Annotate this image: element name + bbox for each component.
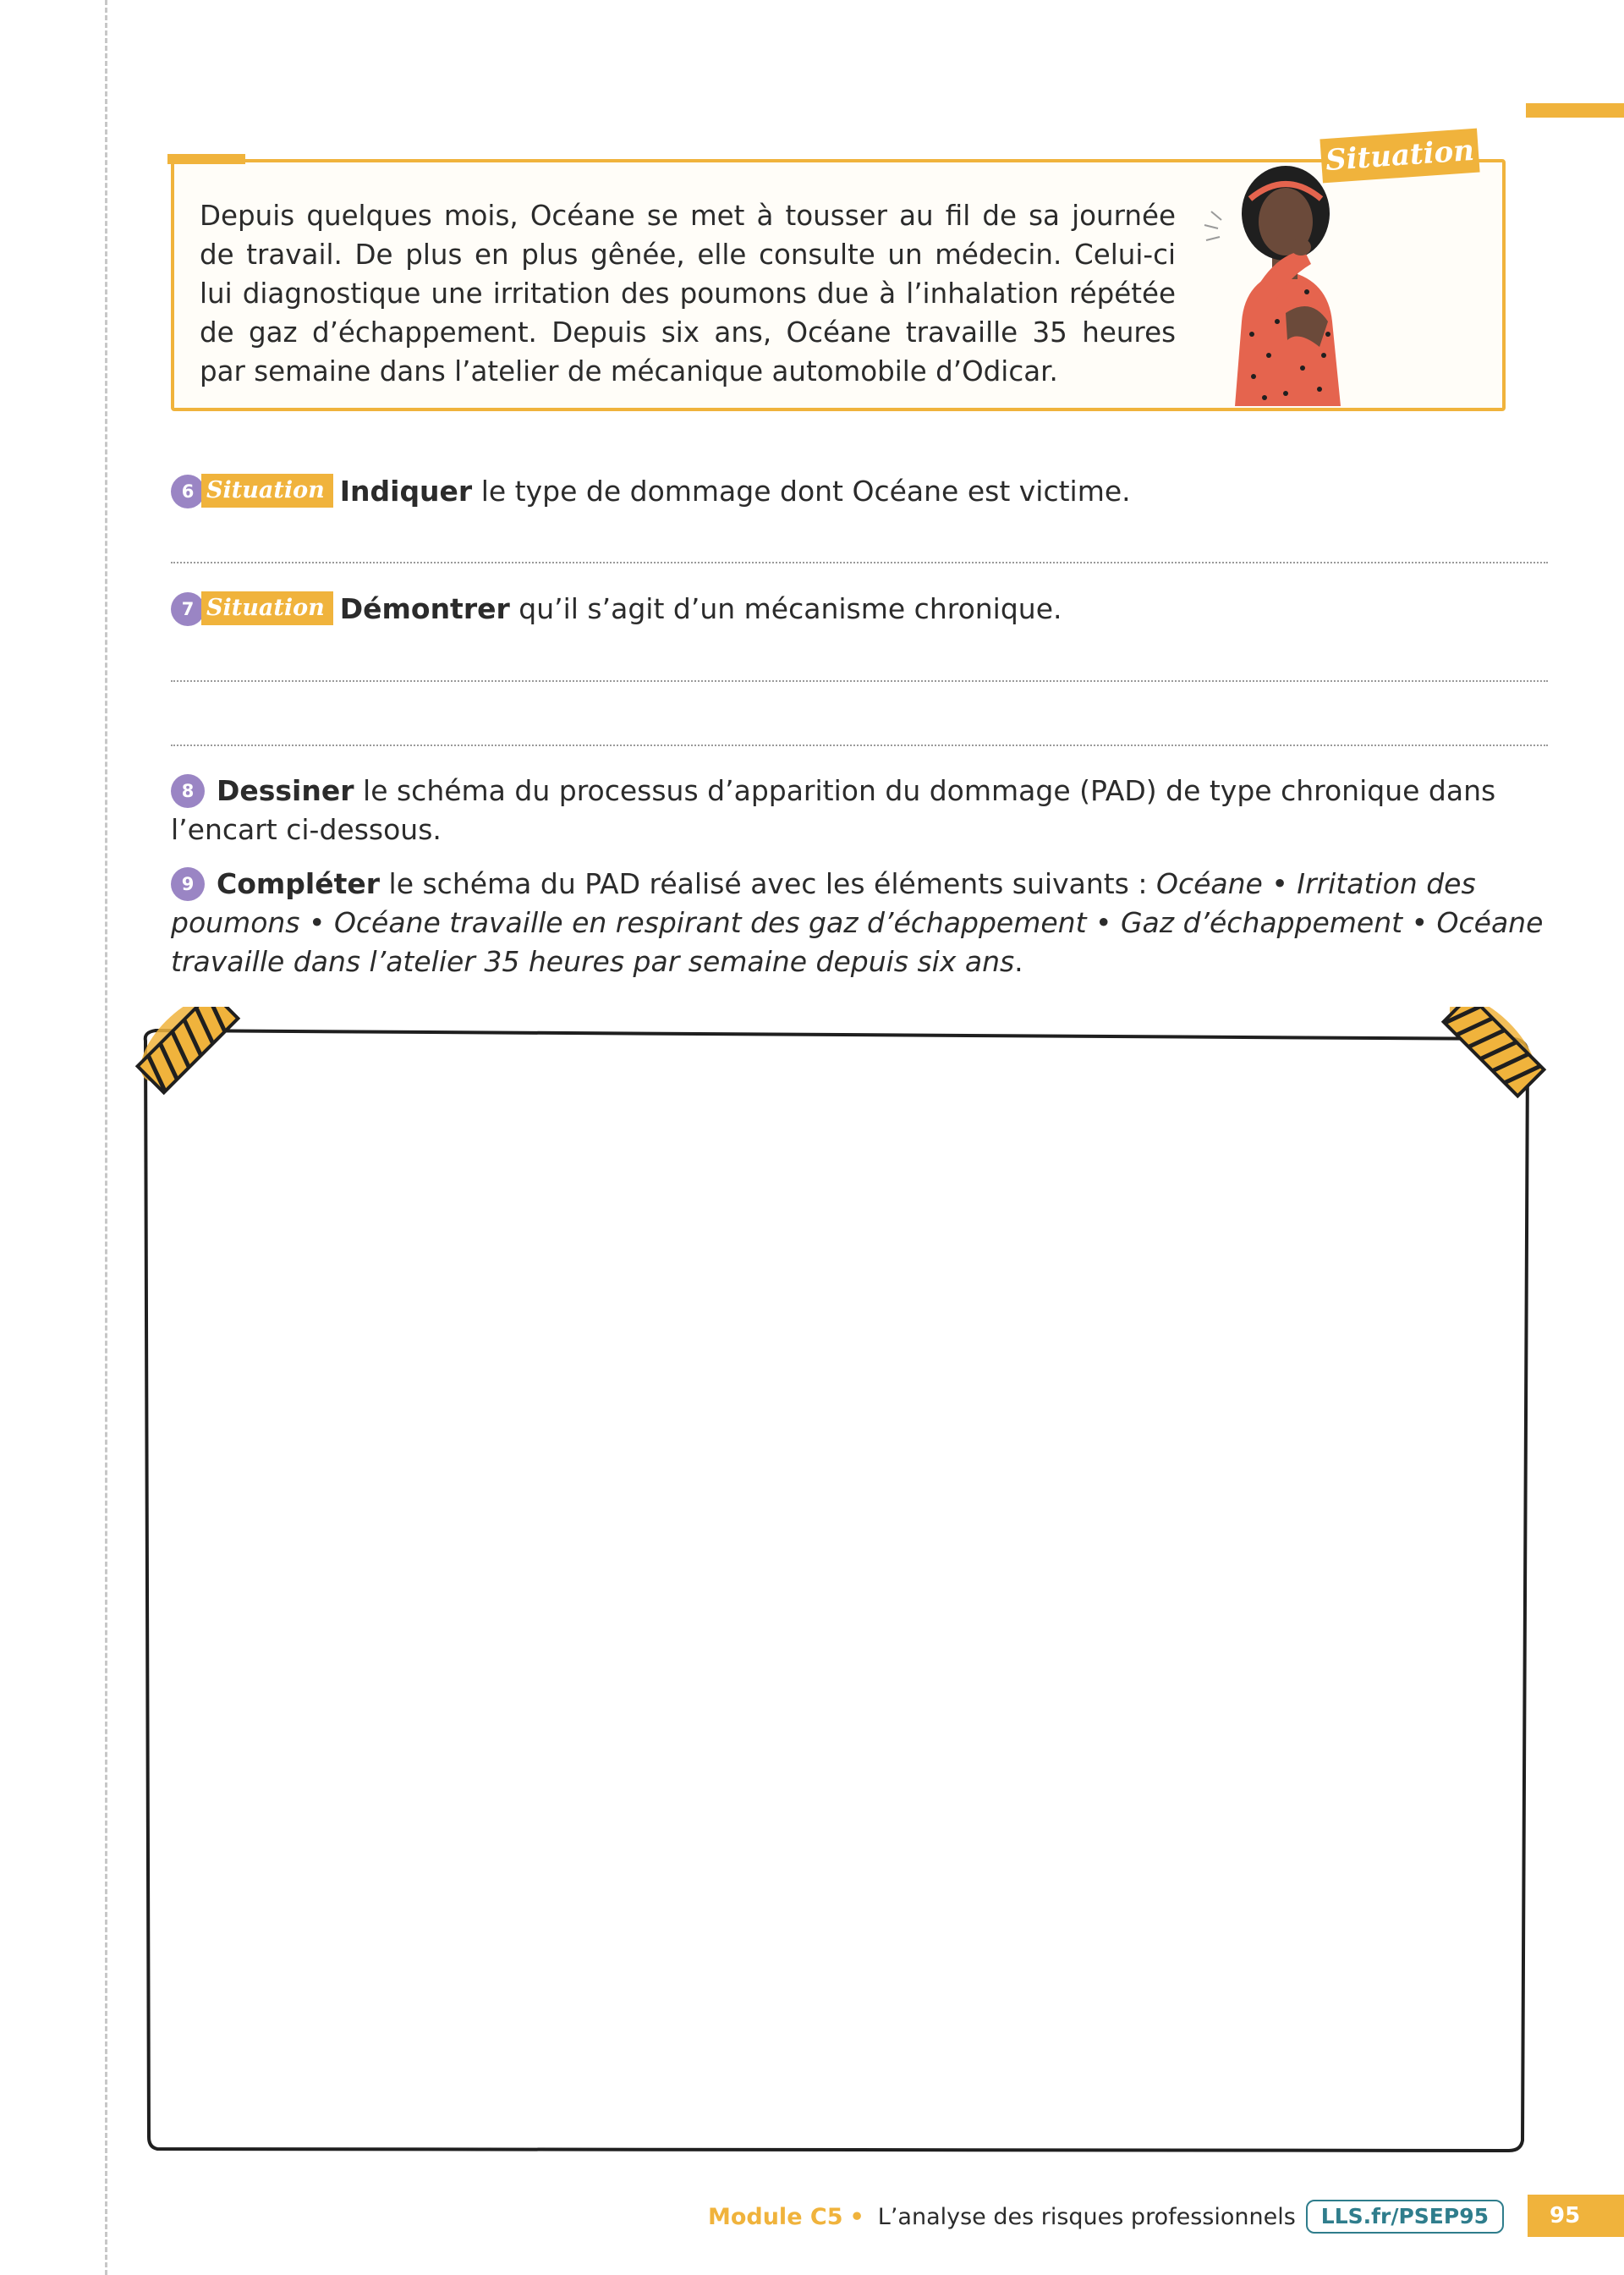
question-elements: Océane • Irritation des poumons • Océane travaille en respirant des gaz d’échappement • Gaz d’échappement • Océane travaille dans l’atelier 35 heures par semaine depuis six ans [171,867,1544,978]
footer-separator: • [849,2203,864,2230]
question-text: le schéma du processus d’apparition du dommage (PAD) de type chronique dans l’encart ci-dessous. [171,774,1496,846]
question-6 [171,472,1131,511]
question-verb: Démontrer [339,592,510,625]
footer-module: Module C5 [707,2203,843,2230]
coughing-woman-icon [1201,152,1370,406]
question-verb: Compléter [217,867,381,900]
question-number-badge: 6 [171,475,205,508]
question-verb: Dessiner [217,774,354,807]
question-text: le schéma du PAD réalisé avec les éléments suivants : [380,867,1156,900]
question-number-badge: 7 [171,592,205,626]
page-number: 95 [1528,2195,1624,2237]
situation-badge: Situation [1320,129,1479,184]
drawing-frame[interactable] [127,1007,1556,2166]
question-number-badge: 8 [171,774,205,808]
answer-line[interactable] [171,562,1548,563]
dashed-cut-line [105,0,107,2275]
corner-tab-decoration [167,154,245,164]
question-8 [171,772,1548,849]
situation-tag: Situation [201,591,333,625]
footer-title: L’analyse des risques professionnels [877,2203,1296,2230]
page-footer [708,2198,1504,2235]
top-tab-decoration [1526,103,1624,118]
answer-line[interactable] [171,680,1548,682]
footer-link[interactable]: LLS.fr/PSEP95 [1306,2200,1504,2234]
question-text: qu’il s’agit d’un mécanisme chronique. [509,592,1062,625]
question-7 [171,590,1062,629]
question-9 [171,865,1548,981]
question-end: . [1014,945,1023,978]
question-text: le type de dommage dont Océane est victime. [472,475,1131,508]
situation-tag: Situation [201,474,333,508]
question-verb: Indiquer [339,475,473,508]
question-number-badge: 9 [171,867,205,901]
situation-text: Depuis quelques mois, Océane se met à tousser au fil de sa journée de travail. De plus en plus gênée, elle consulte un médecin. Celui-ci lui diagnostique une irritation des poumons due à l’inhalation répétée de gaz d’échappement. Depuis six ans, Océane travaille 35 heures par semaine dans l’atelier de mécanique automobile d’Odicar. [200,200,1176,387]
answer-line[interactable] [171,745,1548,746]
